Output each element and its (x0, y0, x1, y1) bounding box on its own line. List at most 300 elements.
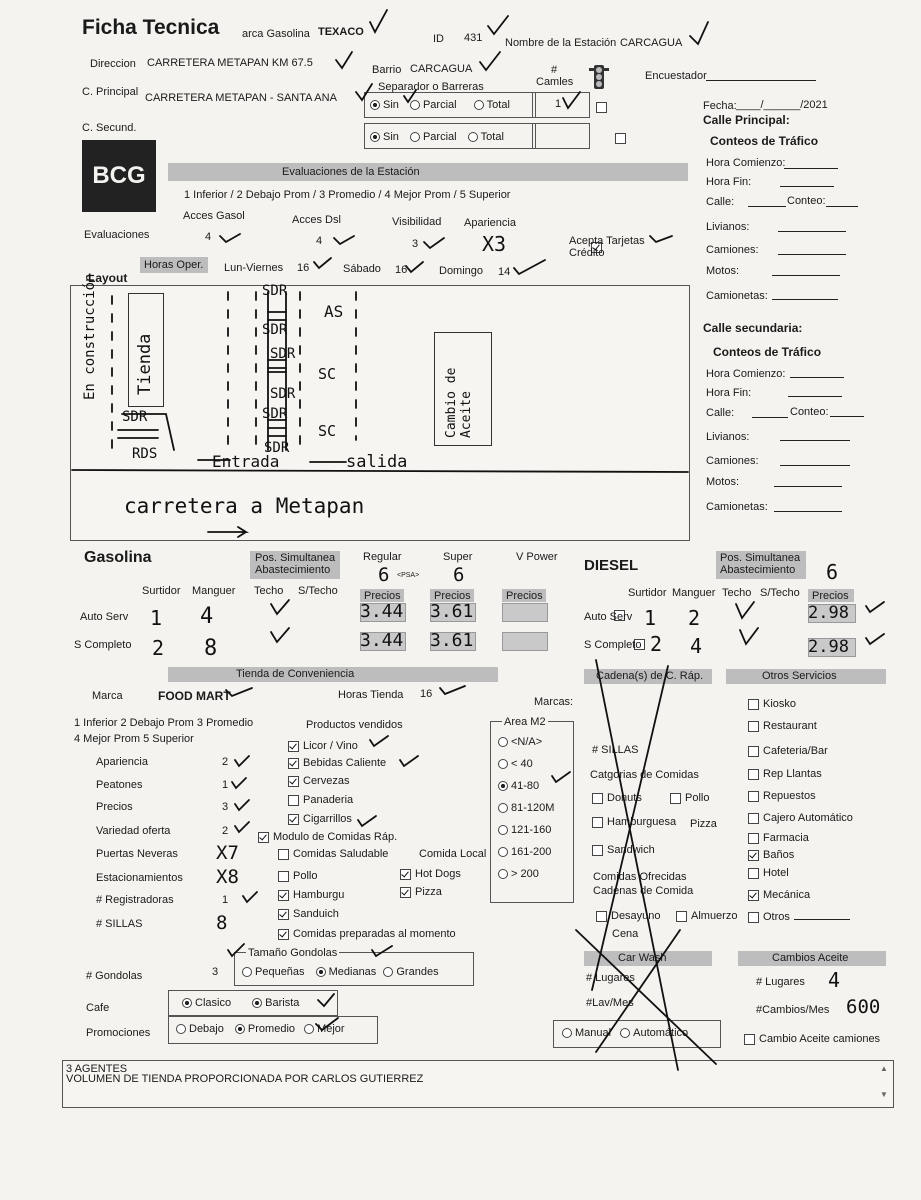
comments-line-1: 3 AGENTES (66, 1063, 128, 1075)
cs-motos-line[interactable] (774, 486, 842, 487)
calle-principal-subtitle: Conteos de Tráfico (710, 134, 819, 148)
otros-checkbox[interactable] (748, 813, 759, 824)
cs-conteo: Conteo: (790, 406, 829, 418)
id-value: 431 (464, 32, 483, 44)
otros-checkbox[interactable] (748, 769, 759, 780)
sandwich-checkbox[interactable] (592, 845, 603, 856)
modulo-checkbox[interactable] (258, 832, 269, 843)
semaforo-principal-checkbox[interactable] (596, 102, 607, 113)
hamburgu-text: Hamburgu (293, 889, 345, 901)
cp-livianos-line[interactable] (778, 231, 846, 232)
cp-calle-line[interactable] (748, 206, 786, 207)
pollo-checkbox[interactable] (278, 871, 289, 882)
direccion-label: Direccion (90, 58, 136, 70)
sandwich-text: Sandwich (607, 844, 655, 856)
producto-label: Cervezas (303, 775, 350, 787)
area-option-label: 161-200 (511, 846, 552, 858)
cp-camionetas-line[interactable] (772, 299, 838, 300)
tamano-grandes-text: Grandes (396, 966, 439, 978)
camiones-secund-box (532, 123, 590, 149)
barrio-label: Barrio (372, 64, 402, 76)
sep-secund-sin-radio[interactable] (370, 132, 380, 142)
sanduich-checkbox[interactable] (278, 909, 289, 920)
diesel-row-autoserv-label: Auto Serv (584, 611, 633, 623)
cp-hora-comienzo: Hora Comienzo: (706, 157, 786, 169)
producto-checkbox[interactable] (288, 795, 299, 806)
camiones-value: 1 (555, 98, 562, 110)
cs-hora-comienzo-line[interactable] (790, 377, 844, 378)
eval-apariencia-label: Apariencia (464, 217, 516, 229)
gasolina-super-label: Super (443, 551, 473, 563)
area-option (498, 868, 539, 880)
otros-item (748, 849, 794, 861)
area-radio[interactable] (498, 825, 508, 835)
layout-hw-sdr-2: SDR (262, 322, 288, 338)
cadena-pollo-checkbox[interactable] (670, 793, 681, 804)
area-option-label: 121-160 (511, 824, 552, 836)
cp-calle: Calle: (706, 196, 735, 208)
comidas-saludable-text: Comidas Saludable (293, 848, 389, 860)
sep-principal-total-radio[interactable] (474, 100, 484, 110)
layout-hw-rds: RDS (132, 446, 158, 462)
layout-hw-sc-1: SC (318, 365, 337, 383)
producto-item (288, 775, 349, 787)
producto-checkbox[interactable] (288, 814, 299, 825)
area-option (498, 780, 539, 792)
eval-visibilidad-value: 3 (412, 238, 419, 250)
gasolina-super-pos: 6 (453, 564, 465, 586)
otros-item (748, 745, 828, 757)
producto-item (288, 794, 353, 806)
cp-hora-fin: Hora Fin: (706, 176, 752, 188)
layout-hw-sc-2: SC (318, 422, 337, 440)
layout-hw-sdr-3: SDR (270, 346, 296, 362)
promo-label: Promociones (86, 1027, 151, 1039)
fecha-label: Fecha: (703, 100, 737, 112)
tienda-horas-value: 16 (420, 688, 433, 700)
layout-hw-salida: salida (346, 452, 408, 472)
area-label: Area M2 (504, 716, 546, 728)
cs-conteo-line[interactable] (830, 416, 864, 417)
area-option (498, 802, 554, 814)
diesel-col-stecho: S/Techo (760, 587, 800, 599)
layout-hw-as: AS (324, 302, 344, 321)
diesel-col-manguer: Manguer (672, 587, 716, 599)
rating-value: 2 (222, 825, 229, 837)
cadenas-desayuno (596, 910, 661, 922)
gasolina-regular-pos: 6 (378, 564, 390, 586)
cafe-label: Cafe (86, 1002, 110, 1014)
cambios-camiones-text: Cambio Aceite camiones (759, 1033, 881, 1045)
area-option (498, 758, 533, 770)
cp-camionetas: Camionetas: (706, 290, 768, 302)
desayuno-checkbox[interactable] (596, 911, 607, 922)
layout-hw-sdr-5: SDR (262, 406, 288, 422)
eval-acces-dsl-value: 4 (316, 235, 323, 247)
tienda-title: Tienda de Conveniencia (236, 668, 355, 680)
sanduich-item (278, 908, 339, 920)
promo-promedio-text: Promedio (247, 1023, 295, 1035)
layout-hw-sdr-6: SDR (264, 440, 290, 456)
carwash-options (562, 1027, 688, 1039)
area-radio[interactable] (498, 781, 508, 791)
donuts-text: Donuts (607, 792, 642, 804)
otros-label: Cafeteria/Bar (763, 745, 828, 757)
otros-checkbox[interactable] (748, 890, 759, 901)
gas-col-stecho: S/Techo (298, 585, 338, 597)
cp-livianos: Livianos: (706, 221, 750, 233)
cs-hora-comienzo: Hora Comienzo: (706, 368, 786, 380)
carwash-title: Car Wash (618, 952, 667, 964)
cadenas-categorias: Catgorias de Comidas (590, 769, 699, 781)
diesel-col-surtidor: Surtidor (628, 587, 667, 599)
diesel-row-autoserv-surtidor: 1 (644, 606, 657, 630)
otros-label: Repuestos (763, 790, 816, 802)
desayuno-text: Desayuno (611, 910, 661, 922)
hotdogs-item (400, 868, 461, 880)
hamburguesa-text: Hamburguesa (607, 816, 677, 828)
rating-value: 2 (222, 756, 229, 768)
eval-acces-dsl-label: Acces Dsl (292, 214, 341, 226)
otros-item (748, 768, 822, 780)
gondolas-value: 3 (212, 966, 219, 978)
otros-checkbox[interactable] (748, 912, 759, 923)
sep-principal-options (370, 99, 510, 111)
cadenas-sillas: # SILLAS (592, 744, 639, 756)
cs-camionetas: Camionetas: (706, 501, 768, 513)
fecha-year: /2021 (800, 99, 828, 111)
carwash-lavmes: #Lav/Mes (586, 997, 634, 1009)
producto-checkbox[interactable] (288, 758, 299, 769)
diesel-row-scompleto-label: S Completo (584, 639, 642, 651)
tamano-grandes-radio[interactable] (383, 967, 393, 977)
area-radio[interactable] (498, 847, 508, 857)
gas-row-autoserv-label: Auto Serv (80, 611, 129, 623)
gas-row-scompleto-super: 3.61 (430, 630, 474, 651)
nombre-label: Nombre de la Estación (505, 37, 617, 49)
cadenas-pollo (670, 792, 709, 804)
sep-secund-total-radio[interactable] (468, 132, 478, 142)
tamano-pequenas-text: Pequeñas (255, 966, 305, 978)
comments-line-2: VOLUMEN DE TIENDA PROPORCIONADA POR CARLOS GUTIERREZ (66, 1073, 424, 1085)
tamano-medianas-text: Medianas (328, 966, 377, 978)
pizza-text: Pizza (415, 886, 442, 898)
cambios-camiones-checkbox[interactable] (744, 1034, 755, 1045)
gas-precios-regular: Precios (364, 590, 401, 602)
cs-hora-fin: Hora Fin: (706, 387, 752, 399)
sep-parcial-label: Parcial (422, 99, 457, 111)
promo-debajo-radio[interactable] (176, 1024, 186, 1034)
gas-scompleto-vpower-box[interactable] (502, 632, 548, 651)
cp-camiones: Camiones: (706, 244, 759, 256)
cambios-camiones (744, 1033, 880, 1045)
promo-debajo-text: Debajo (189, 1023, 224, 1035)
layout-hw-sdr-1: SDR (262, 283, 288, 299)
otros-item (748, 889, 810, 901)
sep-total-label-2: Total (480, 131, 504, 143)
sep-sin-label: Sin (383, 99, 399, 111)
otros-label: Restaurant (763, 720, 817, 732)
gas-autoserv-vpower-box[interactable] (502, 603, 548, 622)
promo-mejor-radio[interactable] (304, 1024, 314, 1034)
gondolas-label: # Gondolas (86, 970, 143, 982)
otros-checkbox[interactable] (748, 791, 759, 802)
producto-label: Licor / Vino (303, 740, 358, 752)
horas-lv-label: Lun-Viernes (224, 262, 284, 274)
area-option-label: > 200 (511, 868, 539, 880)
carwash-auto-radio[interactable] (620, 1028, 630, 1038)
bcg-logo (82, 140, 156, 212)
cp-hora-fin-line[interactable] (780, 186, 834, 187)
cprincipal-label: C. Principal (82, 86, 139, 98)
cadena-pollo-text: Pollo (685, 792, 710, 804)
comidas-saludable (278, 848, 388, 860)
modulo-label (258, 831, 397, 843)
barrio-value: CARCAGUA (410, 63, 473, 75)
csecund-label: C. Secund. (82, 122, 137, 134)
cafe-barista-radio[interactable] (252, 998, 262, 1008)
encuestador-label: Encuestador (645, 70, 707, 82)
eval-acces-gasol-label: Acces Gasol (183, 210, 245, 222)
layout-label: Layout (88, 271, 128, 285)
otros-label: Mecánica (763, 889, 811, 901)
pizza-item (400, 886, 442, 898)
evaluaciones-header-bar (168, 163, 688, 181)
gasolina-vpower-label: V Power (516, 551, 558, 563)
diesel-pos-value: 6 (826, 560, 839, 584)
cs-calle: Calle: (706, 407, 735, 419)
encuestador-line[interactable] (706, 80, 816, 81)
area-option-label: 81-120M (511, 802, 555, 814)
fecha-value: ____/______/2021 (736, 99, 828, 111)
carwash-auto-text: Automático (633, 1027, 689, 1039)
rating-label: Apariencia (96, 756, 148, 768)
hamburgu-item (278, 889, 344, 901)
diesel-precios-label: Precios (812, 590, 849, 602)
sanduich-text: Sanduich (293, 908, 339, 920)
producto-item (288, 740, 358, 752)
comidas-saludable-checkbox[interactable] (278, 849, 289, 860)
otros-item (748, 867, 789, 879)
cafe-clasico-text: Clasico (195, 997, 232, 1009)
area-option-label: < 40 (511, 758, 533, 770)
cadenas-ofrecidas: Comidas Ofrecidas (593, 871, 687, 883)
almuerzo-checkbox[interactable] (676, 911, 687, 922)
diesel-row-scompleto-manguer: 4 (690, 634, 703, 658)
rating-label: # SILLAS (96, 918, 143, 930)
horas-sab-label: Sábado (343, 263, 381, 275)
id-label: ID (433, 33, 444, 45)
evaluaciones-row-label: Evaluaciones (84, 229, 150, 241)
tamano-medianas-radio[interactable] (316, 967, 326, 977)
cs-camionetas-line[interactable] (774, 511, 842, 512)
cp-motos-line[interactable] (772, 275, 840, 276)
cp-motos: Motos: (706, 265, 740, 277)
cp-conteo: Conteo: (787, 195, 826, 207)
direccion-value: CARRETERA METAPAN KM 67.5 (147, 57, 313, 69)
tamano-label: Tamaño Gondolas (248, 947, 338, 959)
layout-hw-sdr-4: SDR (270, 386, 296, 402)
tamano-options (242, 966, 439, 978)
sep-secund-parcial-radio[interactable] (410, 132, 420, 142)
producto-label: Cigarrillos (303, 813, 352, 825)
preparadas-item (278, 928, 456, 940)
diesel-row-scompleto-precio: 2.98 (808, 637, 849, 657)
otros-label: Rep Llantas (763, 768, 822, 780)
otros-checkbox[interactable] (748, 699, 759, 710)
otros-checkbox[interactable] (748, 850, 759, 861)
eval-acces-gasol-value: 4 (205, 231, 212, 243)
cs-camiones-line[interactable] (780, 465, 850, 466)
horas-dom-value: 14 (498, 266, 511, 278)
cambios-mes-label: #Cambios/Mes (756, 1004, 830, 1016)
gas-row-scompleto-regular: 3.44 (360, 630, 404, 651)
gas-row-autoserv-super: 3.61 (430, 601, 474, 622)
calle-secundaria-subtitle: Conteos de Tráfico (713, 345, 822, 359)
marca-label: arca Gasolina (242, 28, 310, 40)
rating-value: 1 (222, 779, 229, 791)
sep-principal-sin-radio[interactable] (370, 100, 380, 110)
horas-lv-value: 16 (297, 262, 310, 274)
page-title: Ficha Tecnica (82, 16, 220, 39)
comments-scroll-up-icon[interactable]: ▲ (880, 1064, 888, 1073)
otros-label: Hotel (763, 867, 789, 879)
calle-principal-title: Calle Principal: (703, 113, 790, 127)
comments-scroll-down-icon[interactable]: ▼ (880, 1090, 888, 1099)
area-radio[interactable] (498, 803, 508, 813)
rating-label: Precios (96, 801, 133, 813)
rating-label: Variedad oferta (96, 825, 171, 837)
gas-row-scompleto-surtidor: 2 (152, 636, 165, 660)
cs-motos: Motos: (706, 476, 740, 488)
carwash-lugares: # Lugares (586, 972, 635, 984)
layout-hw-cambio: Cambio de Aceite (444, 367, 474, 438)
rating-label: Estacionamientos (96, 872, 183, 884)
comida-local: Comida Local (419, 848, 487, 860)
cp-conteo-line[interactable] (826, 206, 858, 207)
cadenas-pizza: Pizza (690, 818, 717, 830)
pizza-checkbox[interactable] (400, 887, 411, 898)
gas-col-surtidor: Surtidor (142, 585, 181, 597)
diesel-col-techo: Techo (722, 587, 752, 599)
cs-calle-line[interactable] (752, 417, 788, 418)
preparadas-checkbox[interactable] (278, 929, 289, 940)
hotdogs-text: Hot Dogs (415, 868, 461, 880)
sep-principal-parcial-radio[interactable] (410, 100, 420, 110)
hamburgu-checkbox[interactable] (278, 890, 289, 901)
tarjetas-label: Acepta Tarjetas Crédito (569, 235, 645, 259)
cafe-options (182, 997, 299, 1009)
producto-item (288, 757, 386, 769)
promo-mejor-text: Mejor (317, 1023, 345, 1035)
donuts-checkbox[interactable] (592, 793, 603, 804)
area-option-label: 41-80 (511, 780, 540, 792)
cambios-mes-value: 600 (846, 996, 881, 1018)
gasolina-regular-label: Regular (363, 551, 402, 563)
evaluaciones-title: Evaluaciones de la Estación (282, 166, 420, 178)
tienda-marca-value: FOOD MART (158, 689, 231, 703)
otros-label: Farmacia (763, 832, 809, 844)
hotdogs-checkbox[interactable] (400, 869, 411, 880)
otros-label: Otros (763, 911, 790, 923)
tienda-horas-label: Horas Tienda (338, 689, 404, 701)
cs-livianos-line[interactable] (780, 440, 850, 441)
producto-checkbox[interactable] (288, 741, 299, 752)
semaforo-secund-checkbox[interactable] (615, 133, 626, 144)
cafe-clasico-radio[interactable] (182, 998, 192, 1008)
logo-text: BCG (92, 162, 146, 189)
horas-sab-value: 16 (395, 264, 408, 276)
cp-hora-comienzo-line[interactable] (784, 168, 838, 169)
gas-row-autoserv-surtidor: 1 (150, 606, 163, 630)
diesel-row-autoserv-manguer: 2 (688, 606, 701, 630)
calle-secundaria-title: Calle secundaria: (703, 321, 803, 335)
otros-title: Otros Servicios (762, 670, 837, 682)
otros-checkbox[interactable] (748, 868, 759, 879)
horas-dom-label: Domingo (439, 265, 484, 277)
tamano-pequenas-radio[interactable] (242, 967, 252, 977)
rating-value: 1 (222, 894, 229, 906)
marca-value: TEXACO (318, 26, 364, 38)
rating-label: # Registradoras (96, 894, 174, 906)
otros-checkbox[interactable] (748, 721, 759, 732)
gasolina-title: Gasolina (84, 549, 152, 566)
producto-item (288, 813, 352, 825)
layout-hw-entrada: Entrada (212, 452, 280, 471)
producto-checkbox[interactable] (288, 776, 299, 787)
gas-col-manguer: Manguer (192, 585, 236, 597)
promo-options (176, 1023, 345, 1035)
otros-label: Cajero Automático (763, 812, 853, 824)
cambios-title: Cambios Aceite (772, 952, 849, 964)
cs-hora-fin-line[interactable] (788, 396, 842, 397)
otros-checkbox[interactable] (748, 833, 759, 844)
otros-item (748, 790, 816, 802)
area-radio[interactable] (498, 759, 508, 769)
carwash-manual-radio[interactable] (562, 1028, 572, 1038)
sep-sin-label-2: Sin (383, 131, 399, 143)
area-radio[interactable] (498, 869, 508, 879)
producto-label: Bebidas Caliente (303, 757, 387, 769)
layout-hw-carretera: carretera a Metapan (124, 494, 365, 518)
otros-line[interactable] (794, 911, 850, 920)
preparadas-text: Comidas preparadas al momento (293, 928, 456, 940)
layout-hw-construccion: En construcción (82, 273, 98, 400)
cs-livianos: Livianos: (706, 431, 750, 443)
rating-value: 8 (216, 912, 228, 934)
tienda-scale-2: 4 Mejor Prom 5 Superior (74, 733, 194, 745)
area-option (498, 736, 542, 748)
separador-label: Separador o Barreras (378, 81, 484, 93)
hamburguesa-checkbox[interactable] (592, 817, 603, 828)
cp-camiones-line[interactable] (778, 254, 846, 255)
area-radio[interactable] (498, 737, 508, 747)
diesel-title: DIESEL (584, 557, 639, 574)
cadenas-donuts (592, 792, 642, 804)
carwash-manual-text: Manual (575, 1027, 612, 1039)
pollo-item (278, 870, 317, 882)
area-option (498, 846, 551, 858)
promo-promedio-radio[interactable] (235, 1024, 245, 1034)
otros-checkbox[interactable] (748, 746, 759, 757)
tienda-marca-label: Marca (92, 690, 123, 702)
cadenas-title: Cadena(s) de C. Ráp. (596, 670, 703, 682)
modulo-text: Modulo de Comidas Ráp. (273, 831, 398, 843)
gas-row-autoserv-manguer: 4 (200, 604, 214, 629)
gasolina-pos-label: Pos. Simultanea Abastecimiento (255, 552, 336, 576)
otros-item (748, 698, 796, 710)
cambios-lugares-label: # Lugares (756, 976, 805, 988)
